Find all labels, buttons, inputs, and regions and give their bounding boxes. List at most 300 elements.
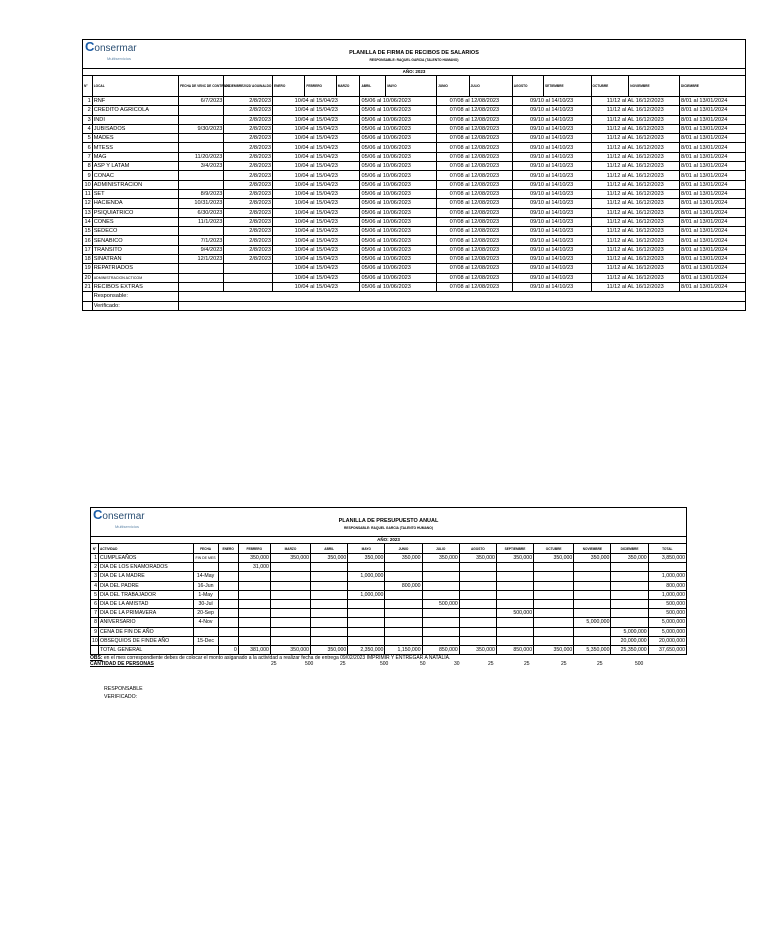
period-nov-dec: 11/12 al AL 16/12/2023 [591, 180, 680, 189]
period-nov-dec: 11/12 al AL 16/12/2023 [591, 152, 680, 161]
period-jul-aug: 07/08 al 12/08/2023 [437, 282, 513, 291]
column-header: DICIEMBRE2022/ AGUINALDO [224, 76, 273, 97]
people-count: 25 [597, 661, 603, 668]
period-nov-dec: 11/12 al AL 16/12/2023 [591, 208, 680, 217]
row-total: 5,000,000 [648, 627, 686, 636]
row-number: 1 [91, 554, 99, 563]
activity-name: OBSEQUIOS DE FINDE AÑO [99, 636, 193, 645]
local-name: MAG [92, 152, 178, 161]
column-header: JULIO [469, 76, 512, 97]
month-amount: 31,000 [238, 563, 270, 572]
period-sep-oct: 09/10 al 14/10/23 [512, 134, 591, 143]
activity-date: 20-Sep [193, 609, 218, 618]
period-nov-dec: 11/12 al AL 16/12/2023 [591, 106, 680, 115]
row-total: 500,000 [648, 599, 686, 608]
month-amount [311, 590, 348, 599]
row-total: 3,850,000 [648, 554, 686, 563]
month-total: 350,000 [270, 645, 310, 654]
period-jan-apr: 10/04 al 15/04/23 [273, 115, 360, 124]
column-header: JUNIO [385, 544, 422, 554]
activity-name: DIA DEL PADRE [99, 581, 193, 590]
people-count: 25 [561, 661, 567, 668]
row-number: 7 [91, 609, 99, 618]
people-count: 50 [420, 661, 426, 668]
period-sep-oct: 09/10 al 14/10/23 [512, 162, 591, 171]
month-amount [422, 581, 459, 590]
blank-cell [179, 292, 746, 301]
activity-date [193, 563, 218, 572]
local-name: REPATRIADOS [92, 264, 178, 273]
month-amount: 500,000 [496, 609, 533, 618]
period-nov-dec: 11/12 al AL 16/12/2023 [591, 171, 680, 180]
column-header: N° [91, 544, 99, 554]
contract-expiry: 3/4/2023 [179, 162, 224, 171]
period-jan-apr: 10/04 al 15/04/23 [273, 106, 360, 115]
month-amount [238, 609, 270, 618]
month-amount [218, 554, 238, 563]
month-total: 850,000 [422, 645, 459, 654]
period-sep-oct: 09/10 al 14/10/23 [512, 282, 591, 291]
activity-name: DIA DE LA PRIMAVERA [99, 609, 193, 618]
period-nov-dec: 11/12 al AL 16/12/2023 [591, 134, 680, 143]
row-number [83, 292, 93, 301]
table-row [83, 134, 746, 143]
row-total: 20,000,000 [648, 636, 686, 645]
month-amount [459, 590, 496, 599]
table-row [91, 636, 687, 645]
aguinaldo-date: 2/8/2023 [224, 97, 273, 106]
contract-expiry [179, 273, 224, 282]
month-amount: 350,000 [311, 554, 348, 563]
contract-expiry: 10/31/2023 [179, 199, 224, 208]
month-amount [311, 599, 348, 608]
month-amount [534, 627, 574, 636]
month-amount [311, 572, 348, 581]
contract-expiry [179, 143, 224, 152]
local-name: JUBISADOS [92, 124, 178, 133]
month-total: 25,350,000 [611, 645, 648, 654]
month-amount [574, 581, 611, 590]
row-number: 1 [83, 97, 93, 106]
month-amount [574, 563, 611, 572]
period-jan-next: 8/01 al 13/01/2024 [680, 208, 746, 217]
column-header: OCTUBRE [534, 544, 574, 554]
period-jan-next: 8/01 al 13/01/2024 [680, 282, 746, 291]
period-jan-apr: 10/04 al 15/04/23 [273, 236, 360, 245]
month-total: 0 [218, 645, 238, 654]
period-sep-oct: 09/10 al 14/10/23 [512, 124, 591, 133]
month-total: 381,000 [238, 645, 270, 654]
row-number: 11 [83, 189, 93, 198]
table-row [91, 572, 687, 581]
column-header: NOVIEMBRE [629, 76, 680, 97]
month-amount [311, 609, 348, 618]
aguinaldo-date [224, 273, 273, 282]
row-number: 2 [91, 563, 99, 572]
activity-name: DIA DEL TRABAJADOR [99, 590, 193, 599]
period-may-jun: 05/06 al 10/06/2023 [360, 199, 437, 208]
period-jan-apr: 10/04 al 15/04/23 [273, 162, 360, 171]
row-number: 20 [84, 274, 91, 281]
month-amount [574, 572, 611, 581]
month-amount [534, 636, 574, 645]
contract-expiry [179, 106, 224, 115]
table-row [91, 618, 687, 627]
month-amount [348, 618, 385, 627]
month-amount [534, 581, 574, 590]
month-amount [574, 636, 611, 645]
activity-name: CENA DE FIN DE AÑO [99, 627, 193, 636]
row-number: 14 [84, 219, 91, 225]
people-count-row: CANTIDAD DE PERSONAS 25 500 25 500 50 30 25 25 25 25 500 [90, 661, 644, 668]
aguinaldo-date: 2/8/2023 [224, 189, 273, 198]
row-number: 6 [83, 143, 93, 152]
month-amount [218, 636, 238, 645]
month-amount [496, 636, 533, 645]
month-amount [385, 563, 422, 572]
salary-table [82, 75, 746, 311]
month-amount [422, 618, 459, 627]
column-header: ENERO [273, 76, 305, 97]
period-nov-dec: 11/12 al AL 16/12/2023 [591, 124, 680, 133]
period-jan-next: 8/01 al 13/01/2024 [680, 143, 746, 152]
period-may-jun: 05/06 al 10/06/2023 [360, 273, 437, 282]
period-sep-oct: 09/10 al 14/10/23 [512, 115, 591, 124]
table-row [83, 189, 746, 198]
period-jul-aug: 07/08 al 12/08/2023 [437, 171, 513, 180]
column-header: ABRIL [311, 544, 348, 554]
period-jan-apr: 10/04 al 15/04/23 [273, 255, 360, 264]
column-header: ABRIL [360, 76, 386, 97]
aguinaldo-date: 2/8/2023 [224, 171, 273, 180]
column-header: MAYO [386, 76, 437, 97]
month-amount [238, 627, 270, 636]
table-row [83, 245, 746, 254]
period-nov-dec: 11/12 al AL 16/12/2023 [591, 282, 680, 291]
month-amount [311, 563, 348, 572]
month-amount [422, 572, 459, 581]
month-amount: 350,000 [459, 554, 496, 563]
local-name: ADMINISTRACION ACTICOM [92, 273, 178, 282]
local-name: RECIBOS EXTRAS [92, 282, 178, 291]
row-number: 13 [84, 209, 91, 216]
period-jan-apr: 10/04 al 15/04/23 [273, 199, 360, 208]
sheet-title: PLANILLA DE FIRMA DE RECIBOS DE SALARIOS [349, 50, 479, 56]
activity-date: 4-Nov [193, 618, 218, 627]
period-may-jun: 05/06 al 10/06/2023 [360, 180, 437, 189]
table-row [83, 143, 746, 152]
activity-name: DIA DE LA AMISTAD [99, 599, 193, 608]
period-jan-next: 8/01 al 13/01/2024 [680, 162, 746, 171]
month-total: 350,000 [311, 645, 348, 654]
period-nov-dec: 11/12 al AL 16/12/2023 [591, 236, 680, 245]
period-jan-next: 8/01 al 13/01/2024 [680, 255, 746, 264]
period-jan-apr: 10/04 al 15/04/23 [273, 171, 360, 180]
sheet-title: PLANILLA DE PRESUPUESTO ANUAL [338, 518, 439, 524]
period-may-jun: 05/06 al 10/06/2023 [360, 236, 437, 245]
people-count: 500 [380, 661, 389, 668]
month-amount [218, 609, 238, 618]
table-row [91, 563, 687, 572]
month-amount [385, 636, 422, 645]
month-amount: 5,000,000 [611, 627, 648, 636]
period-jul-aug: 07/08 al 12/08/2023 [437, 199, 513, 208]
local-name: INDI [92, 115, 178, 124]
local-name: SEDECO [92, 227, 178, 236]
month-amount [611, 590, 648, 599]
period-may-jun: 05/06 al 10/06/2023 [360, 217, 437, 226]
period-may-jun: 05/06 al 10/06/2023 [360, 162, 437, 171]
period-jul-aug: 07/08 al 12/08/2023 [437, 264, 513, 273]
month-amount [218, 581, 238, 590]
period-jan-next: 8/01 al 13/01/2024 [680, 245, 746, 254]
aguinaldo-date: 2/8/2023 [224, 106, 273, 115]
row-number: 12 [84, 200, 91, 207]
contract-expiry: 6/7/2023 [179, 97, 224, 106]
table-row [83, 115, 746, 124]
row-number: 3 [83, 115, 93, 124]
aguinaldo-date [224, 264, 273, 273]
table-row [91, 590, 687, 599]
month-amount [422, 627, 459, 636]
row-number: 4 [91, 581, 99, 590]
period-jan-apr: 10/04 al 15/04/23 [273, 134, 360, 143]
row-total [648, 563, 686, 572]
period-jan-next: 8/01 al 13/01/2024 [680, 152, 746, 161]
month-amount [218, 572, 238, 581]
month-amount [348, 599, 385, 608]
contract-expiry [179, 227, 224, 236]
month-amount [270, 609, 310, 618]
period-nov-dec: 11/12 al AL 16/12/2023 [591, 199, 680, 208]
month-amount [385, 572, 422, 581]
period-nov-dec: 11/12 al AL 16/12/2023 [591, 97, 680, 106]
column-header: SETIEMBRE [544, 76, 592, 97]
local-name: TRANSITO [92, 245, 178, 254]
column-header: MARZO [336, 76, 360, 97]
activity-date: 15-Dec [193, 636, 218, 645]
company-logo: Consermar Multiservicios [93, 507, 145, 529]
month-amount [611, 563, 648, 572]
row-number: 3 [91, 572, 99, 581]
row-number [91, 645, 99, 654]
local-name: MTESS [92, 143, 178, 152]
column-header: AGOSTO [512, 76, 543, 97]
column-header: JULIO [422, 544, 459, 554]
month-amount [611, 618, 648, 627]
month-amount [385, 599, 422, 608]
period-nov-dec: 11/12 al AL 16/12/2023 [591, 227, 680, 236]
period-sep-oct: 09/10 al 14/10/23 [512, 264, 591, 273]
period-jul-aug: 07/08 al 12/08/2023 [437, 180, 513, 189]
period-jul-aug: 07/08 al 12/08/2023 [437, 106, 513, 115]
period-nov-dec: 11/12 al AL 16/12/2023 [591, 162, 680, 171]
month-amount [574, 609, 611, 618]
period-sep-oct: 09/10 al 14/10/23 [512, 227, 591, 236]
period-sep-oct: 09/10 al 14/10/23 [512, 143, 591, 152]
month-amount [611, 609, 648, 618]
activity-name: DIA DE LA MADRE [99, 572, 193, 581]
aguinaldo-date: 2/8/2023 [224, 208, 273, 217]
period-jan-next: 8/01 al 13/01/2024 [680, 124, 746, 133]
activity-name: CUMPLEAÑOS [99, 554, 193, 563]
month-amount: 800,000 [385, 581, 422, 590]
local-name: HACIENDA [92, 199, 178, 208]
local-name: CONES [92, 217, 178, 226]
month-amount [311, 636, 348, 645]
row-number: 21 [84, 284, 91, 291]
period-jan-next: 8/01 al 13/01/2024 [680, 273, 746, 282]
column-header: FECHA DE VENC DE CONTRATO [179, 76, 224, 97]
activity-date: 16-Jun [193, 581, 218, 590]
period-jul-aug: 07/08 al 12/08/2023 [437, 143, 513, 152]
period-sep-oct: 09/10 al 14/10/23 [512, 180, 591, 189]
period-nov-dec: 11/12 al AL 16/12/2023 [591, 189, 680, 198]
row-total: 1,000,000 [648, 590, 686, 599]
month-amount [534, 599, 574, 608]
table-row [83, 227, 746, 236]
local-name: ASP Y LATAM [92, 162, 178, 171]
row-number: 2 [83, 106, 93, 115]
month-amount [422, 609, 459, 618]
period-nov-dec: 11/12 al AL 16/12/2023 [591, 255, 680, 264]
period-jul-aug: 07/08 al 12/08/2023 [437, 124, 513, 133]
aguinaldo-date [224, 282, 273, 291]
sheet-header [82, 39, 746, 68]
period-jan-next: 8/01 al 13/01/2024 [680, 171, 746, 180]
month-amount: 500,000 [422, 599, 459, 608]
period-jul-aug: 07/08 al 12/08/2023 [437, 152, 513, 161]
month-amount [459, 581, 496, 590]
month-amount [385, 618, 422, 627]
table-row [83, 236, 746, 245]
month-amount: 350,000 [238, 554, 270, 563]
row-number: 5 [91, 590, 99, 599]
table-row [83, 180, 746, 189]
period-may-jun: 05/06 al 10/06/2023 [360, 106, 437, 115]
contract-expiry: 6/30/2023 [179, 208, 224, 217]
period-jan-apr: 10/04 al 15/04/23 [273, 282, 360, 291]
month-amount [218, 599, 238, 608]
table-row [91, 581, 687, 590]
people-count: 500 [305, 661, 314, 668]
activity-date: 30-Jul [193, 599, 218, 608]
row-total: 1,000,000 [648, 572, 686, 581]
row-number [83, 301, 93, 310]
period-sep-oct: 09/10 al 14/10/23 [512, 208, 591, 217]
activity-name: ANIVERSARIO [99, 618, 193, 627]
table-row [83, 97, 746, 106]
month-amount [311, 581, 348, 590]
month-amount [348, 563, 385, 572]
aguinaldo-date: 2/8/2023 [224, 124, 273, 133]
row-number: 18 [84, 256, 91, 263]
month-amount [270, 627, 310, 636]
month-amount [574, 590, 611, 599]
column-header: MAYO [348, 544, 385, 554]
local-name: CONAC [92, 171, 178, 180]
row-number: 8 [91, 618, 99, 627]
month-amount [422, 590, 459, 599]
people-count: 25 [271, 661, 277, 668]
table-row [91, 554, 687, 563]
month-amount [270, 563, 310, 572]
month-amount: 1,000,000 [348, 590, 385, 599]
month-amount [238, 599, 270, 608]
period-jan-apr: 10/04 al 15/04/23 [273, 97, 360, 106]
month-amount [496, 627, 533, 636]
month-amount [238, 581, 270, 590]
month-amount [496, 618, 533, 627]
period-jul-aug: 07/08 al 12/08/2023 [437, 115, 513, 124]
local-name: MADES [92, 134, 178, 143]
month-amount: 350,000 [534, 554, 574, 563]
period-jan-next: 8/01 al 13/01/2024 [680, 115, 746, 124]
period-jan-next: 8/01 al 13/01/2024 [680, 189, 746, 198]
period-jan-next: 8/01 al 13/01/2024 [680, 180, 746, 189]
total-row [91, 645, 687, 654]
period-sep-oct: 09/10 al 14/10/23 [512, 189, 591, 198]
month-amount [459, 599, 496, 608]
column-header: DICIEMBRE [611, 544, 648, 554]
period-sep-oct: 09/10 al 14/10/23 [512, 106, 591, 115]
row-number: 10 [84, 181, 91, 188]
table-row [91, 609, 687, 618]
month-amount [270, 572, 310, 581]
table-row [83, 162, 746, 171]
period-may-jun: 05/06 al 10/06/2023 [360, 189, 437, 198]
period-jul-aug: 07/08 al 12/08/2023 [437, 97, 513, 106]
year-label: AÑO: 2023 [90, 536, 687, 543]
row-number: 17 [84, 246, 91, 253]
month-amount: 350,000 [496, 554, 533, 563]
table-row [83, 152, 746, 161]
month-amount [270, 618, 310, 627]
period-nov-dec: 11/12 al AL 16/12/2023 [591, 115, 680, 124]
local-name: ADMINISTRACION [92, 180, 178, 189]
total-label: TOTAL GENERAL [99, 645, 193, 654]
month-amount [218, 590, 238, 599]
month-amount [496, 572, 533, 581]
period-may-jun: 05/06 al 10/06/2023 [360, 134, 437, 143]
month-amount: 350,000 [574, 554, 611, 563]
table-row [83, 255, 746, 264]
month-amount [611, 581, 648, 590]
contract-expiry: 9/30/2023 [179, 124, 224, 133]
row-number: 7 [83, 152, 93, 161]
activity-date [193, 627, 218, 636]
year-label: AÑO: 2023 [82, 68, 746, 75]
month-amount [574, 599, 611, 608]
table-row [83, 264, 746, 273]
month-amount [311, 627, 348, 636]
period-nov-dec: 11/12 al AL 16/12/2023 [591, 264, 680, 273]
period-jul-aug: 07/08 al 12/08/2023 [437, 162, 513, 171]
period-nov-dec: 11/12 al AL 16/12/2023 [591, 273, 680, 282]
table-row [91, 627, 687, 636]
period-nov-dec: 11/12 al AL 16/12/2023 [591, 245, 680, 254]
column-header: DICIEMBRE [680, 76, 746, 97]
month-amount: 350,000 [611, 554, 648, 563]
observation-note: OBS: en el mes correspondiente debes de colocar el monto asiganado a la actividad a realizar fecha de entrega 09/02/2023 IMPRIMIR Y ENTREGAR A NATALIA. [90, 655, 451, 662]
month-amount [385, 590, 422, 599]
period-jul-aug: 07/08 al 12/08/2023 [437, 236, 513, 245]
period-sep-oct: 09/10 al 14/10/23 [512, 255, 591, 264]
period-jan-apr: 10/04 al 15/04/23 [273, 227, 360, 236]
row-number: 8 [83, 162, 93, 171]
local-name: RNF [92, 97, 178, 106]
month-amount: 350,000 [270, 554, 310, 563]
